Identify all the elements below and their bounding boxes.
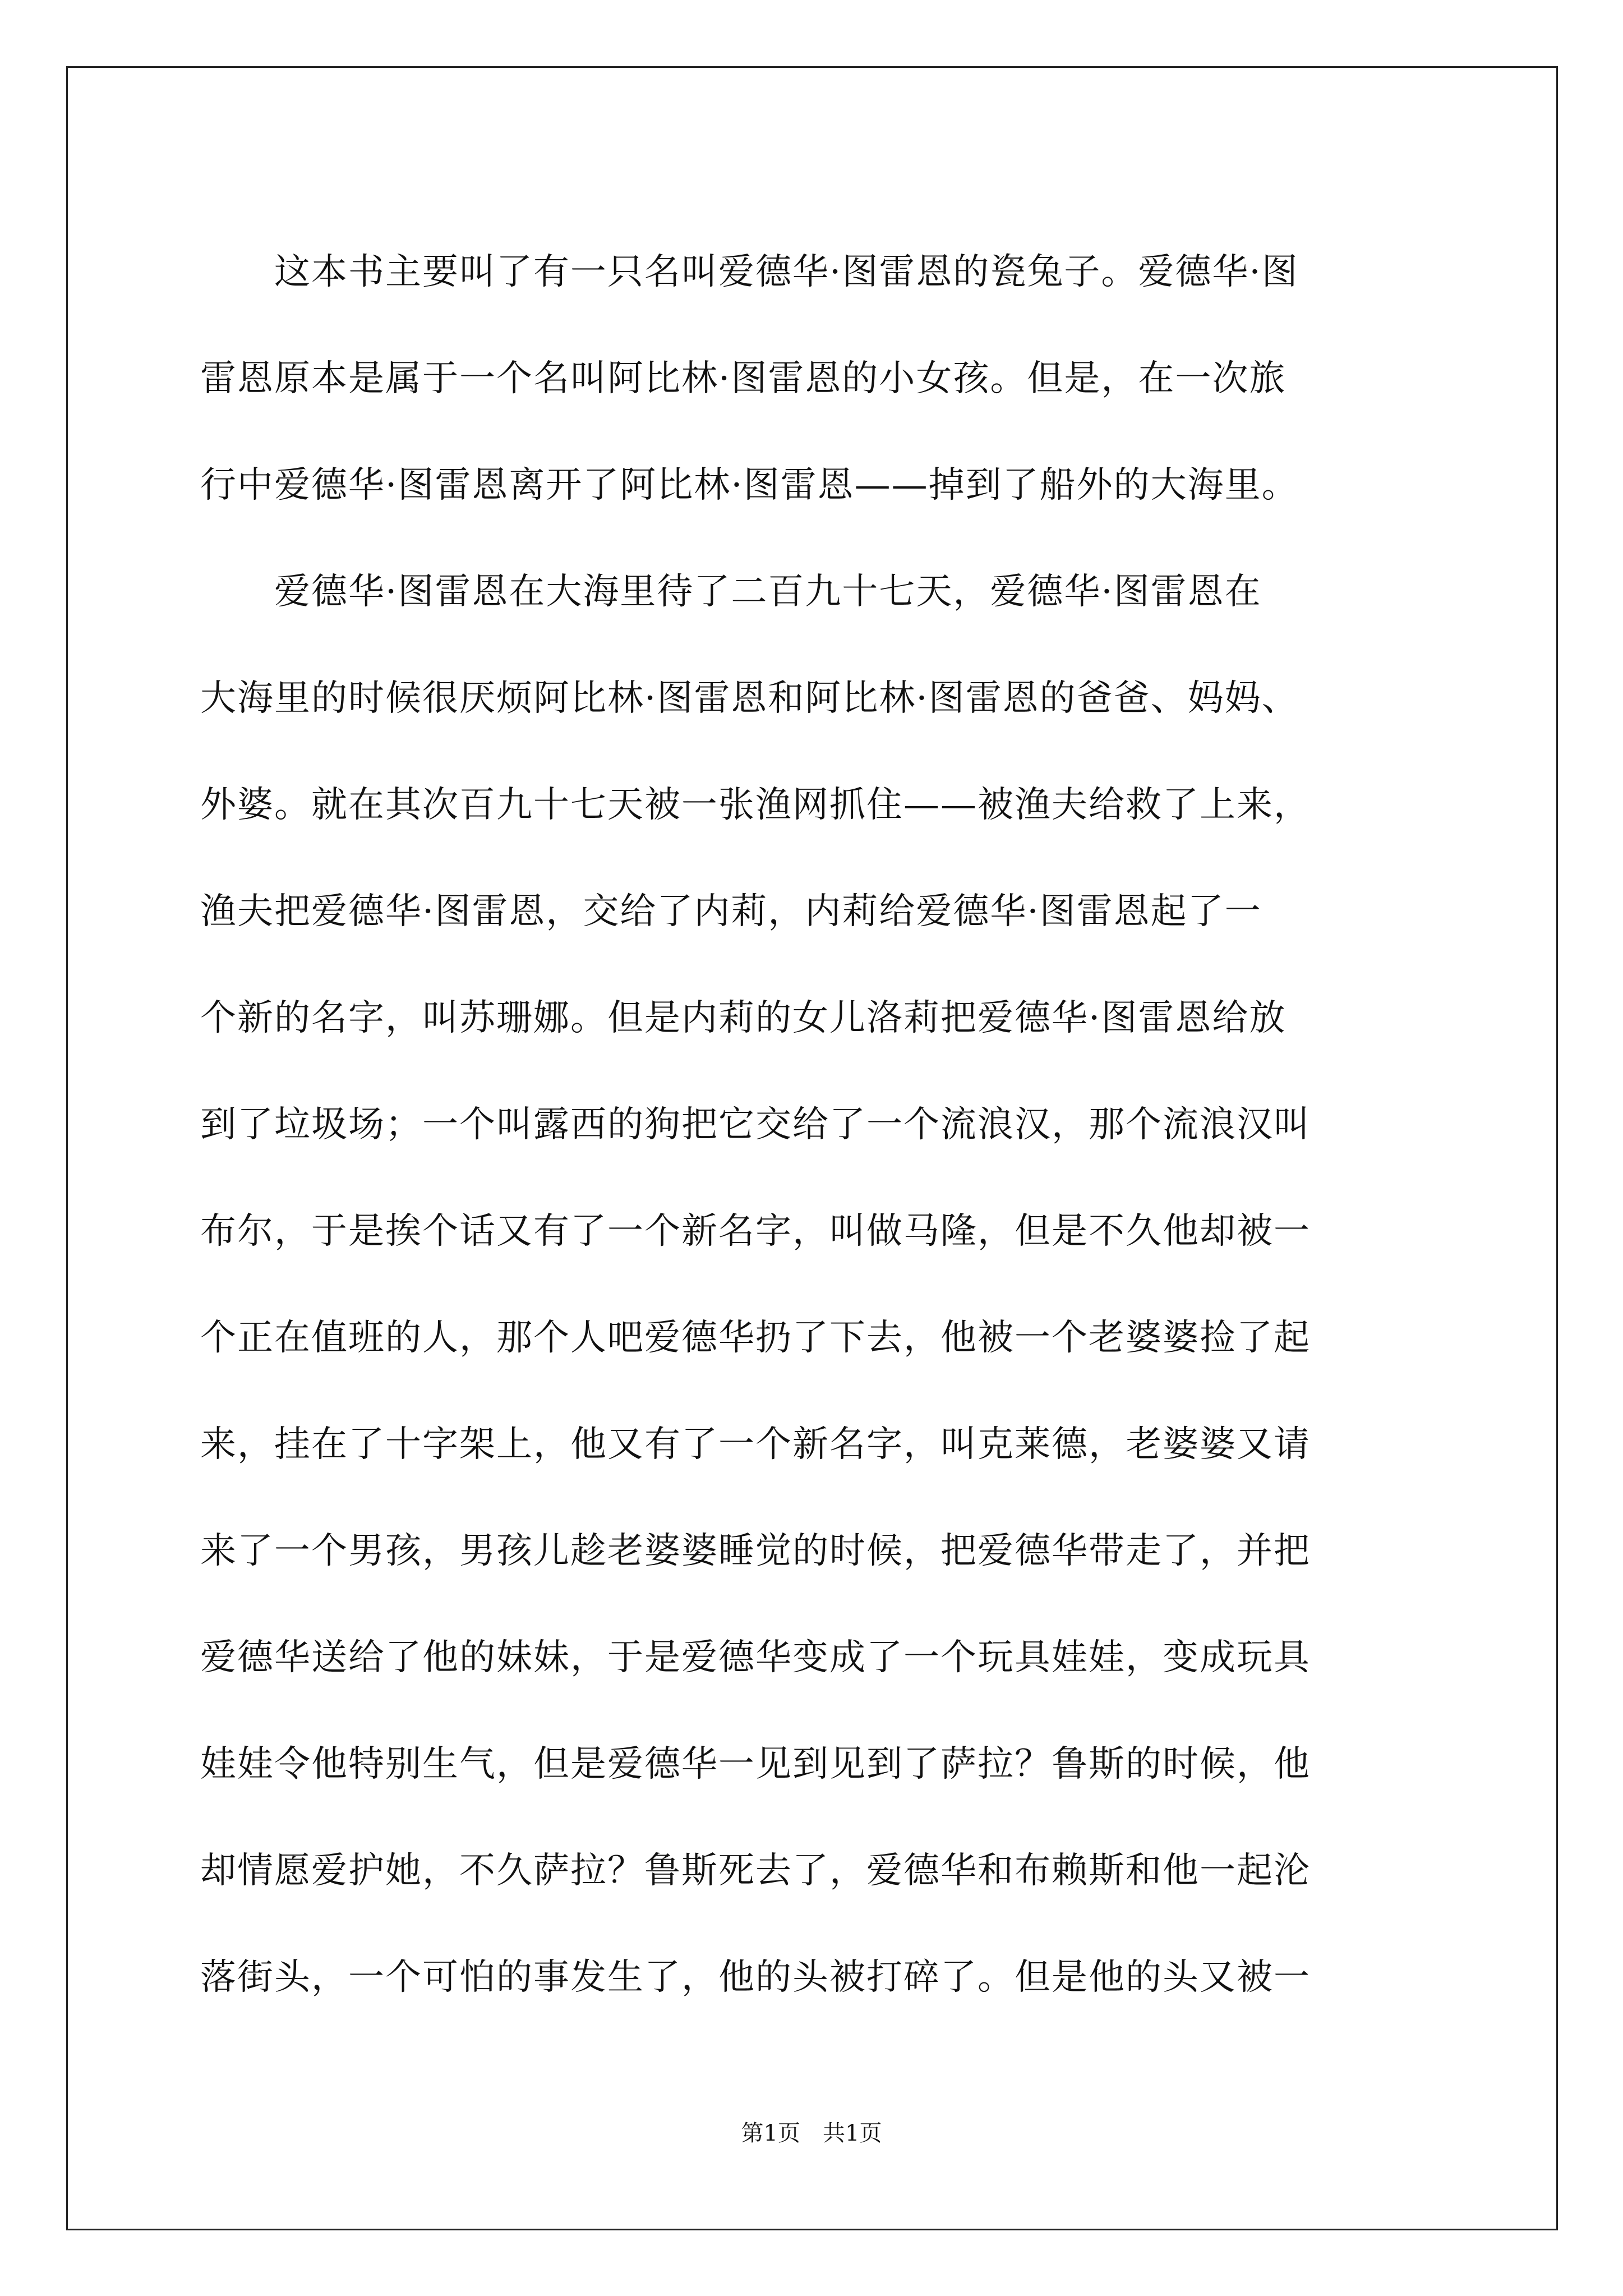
text-line: 外婆。就在其次百九十七天被一张渔网抓住——被渔夫给救了上来， [200, 784, 1311, 826]
text-line: 落街头，一个可怕的事发生了，他的头被打碎了。但是他的头又被一 [200, 1957, 1311, 1998]
text-line: 这本书主要叫了有一只名叫爱德华·图雷恩的瓷兔子。爱德华·图 [200, 251, 1299, 293]
text-line: 个正在值班的人，那个人吧爱德华扔了下去，他被一个老婆婆捡了起 [200, 1317, 1311, 1359]
text-line: 娃娃令他特别生气，但是爱德华一见到见到了萨拉？鲁斯的时候，他 [200, 1743, 1311, 1785]
text-line: 爱德华·图雷恩在大海里待了二百九十七天，爱德华·图雷恩在 [200, 571, 1262, 613]
text-line: 行中爱德华·图雷恩离开了阿比林·图雷恩——掉到了船外的大海里。 [200, 464, 1299, 506]
text-line: 布尔，于是挨个话又有了一个新名字，叫做马隆，但是不久他却被一 [200, 1211, 1311, 1252]
text-line: 个新的名字，叫苏珊娜。但是内莉的女儿洛莉把爱德华·图雷恩给放 [200, 997, 1287, 1039]
page-number-footer: 第1页 共1页 [741, 2120, 882, 2146]
text-line: 雷恩原本是属于一个名叫阿比林·图雷恩的小女孩。但是，在一次旅 [200, 358, 1287, 399]
text-line: 来了一个男孩，男孩儿趁老婆婆睡觉的时候，把爱德华带走了，并把 [200, 1530, 1311, 1572]
body-text [200, 219, 1434, 2031]
text-line: 来，挂在了十字架上，他又有了一个新名字，叫克莱德，老婆婆又请 [200, 1424, 1311, 1465]
text-line: 到了垃圾场；一个叫露西的狗把它交给了一个流浪汉，那个流浪汉叫 [200, 1104, 1311, 1145]
text-line: 却情愿爱护她，不久萨拉？鲁斯死去了，爱德华和布赖斯和他一起沦 [200, 1850, 1311, 1892]
text-line: 爱德华送给了他的妹妹，于是爱德华变成了一个玩具娃娃，变成玩具 [200, 1637, 1311, 1678]
text-line: 大海里的时候很厌烦阿比林·图雷恩和阿比林·图雷恩的爸爸、妈妈、 [200, 678, 1299, 719]
text-line: 渔夫把爱德华·图雷恩，交给了内莉，内莉给爱德华·图雷恩起了一 [200, 891, 1262, 932]
